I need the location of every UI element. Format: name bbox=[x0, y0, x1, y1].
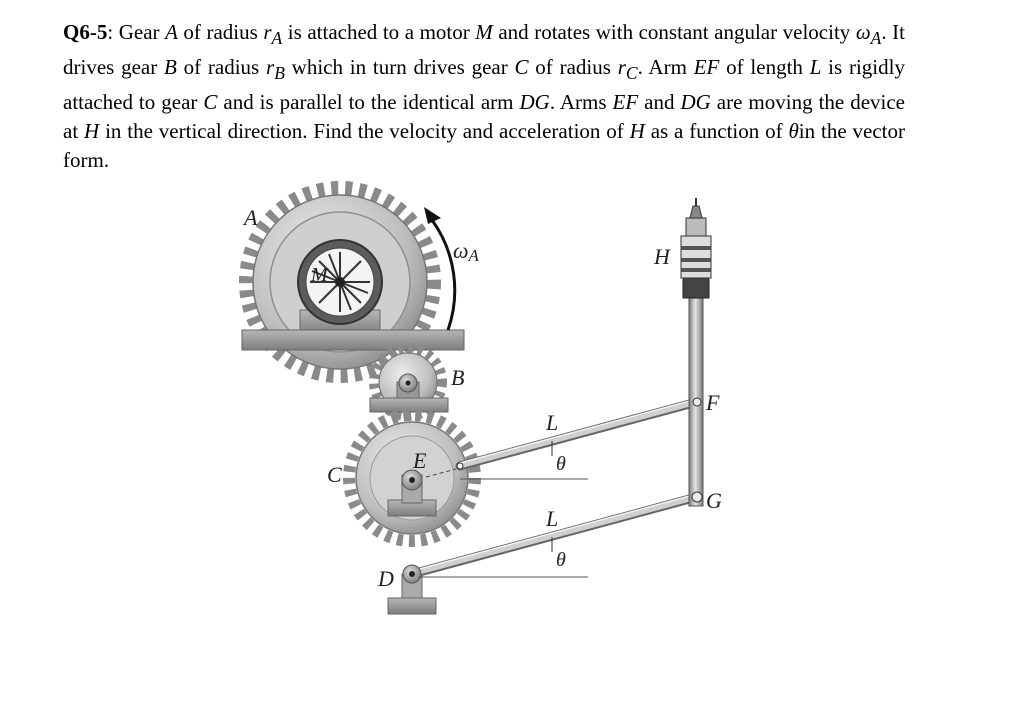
motor bbox=[298, 240, 382, 334]
symbol-arm-dg: DG bbox=[680, 90, 711, 115]
device-h bbox=[681, 198, 711, 298]
label-m: M bbox=[311, 264, 328, 286]
text-segment: in the vector form. bbox=[63, 119, 905, 173]
label-g: G bbox=[706, 488, 722, 513]
text-segment: which in turn drives gear bbox=[284, 55, 515, 80]
label-h: H bbox=[654, 244, 670, 269]
text-segment: . It drives gear bbox=[63, 20, 905, 80]
pin-f bbox=[693, 398, 701, 406]
label-theta-lower: θ bbox=[556, 549, 566, 571]
text-segment: and bbox=[638, 90, 681, 115]
text-segment: . Arms bbox=[549, 90, 613, 115]
text-segment: of radius bbox=[177, 20, 264, 44]
text-segment: of radius bbox=[528, 55, 618, 80]
text-segment: as a function of bbox=[644, 119, 789, 144]
symbol-arm-ef: EF bbox=[693, 55, 720, 80]
label-c: C bbox=[327, 462, 342, 487]
symbol-theta: θ bbox=[788, 119, 799, 144]
symbol-device-h: H bbox=[629, 119, 645, 144]
label-theta-upper: θ bbox=[556, 453, 566, 475]
text-segment: are moving the device at bbox=[63, 90, 906, 144]
symbol-radius-a: $r_A$ bbox=[263, 20, 283, 49]
label-omega-a: ωA bbox=[453, 238, 479, 265]
text-segment: of radius bbox=[176, 55, 266, 80]
ground-plate-a bbox=[242, 330, 464, 350]
symbol-gear-c: C bbox=[203, 90, 218, 115]
symbol-gear-c: C bbox=[514, 55, 529, 80]
text-segment: is rigidly attached to gear bbox=[63, 55, 905, 115]
text-segment: and is parallel to the identical arm bbox=[217, 90, 520, 115]
text-segment: is attached to a motor bbox=[282, 20, 476, 44]
arm-ef bbox=[457, 399, 697, 469]
vertical-rod bbox=[689, 296, 703, 506]
pin-e bbox=[457, 463, 463, 469]
symbol-radius-b: $r_B$ bbox=[266, 55, 285, 84]
symbol-device-h: H bbox=[84, 119, 100, 144]
label-l-lower: L bbox=[546, 506, 559, 531]
arrowhead-icon bbox=[424, 207, 441, 224]
text-segment: in the vertical direction. Find the velocity and acceleration of bbox=[99, 119, 630, 144]
pin-g bbox=[692, 492, 702, 502]
symbol-omega-a: $\omega_A$ bbox=[855, 20, 882, 49]
text-segment: of length bbox=[719, 55, 810, 80]
label-d: D bbox=[378, 566, 394, 591]
symbol-radius-c: $r_C$ bbox=[617, 55, 638, 84]
label-f: F bbox=[706, 390, 720, 415]
symbol-gear-a: A bbox=[165, 20, 178, 44]
symbol-motor: M bbox=[475, 20, 493, 44]
symbol-length: L bbox=[809, 55, 822, 80]
label-a: A bbox=[244, 205, 258, 230]
text-segment: and rotates with constant angular velocity bbox=[492, 20, 856, 44]
label-b: B bbox=[451, 365, 465, 390]
symbol-gear-b: B bbox=[164, 55, 177, 80]
text-segment: : Gear bbox=[107, 20, 166, 44]
label-e: E bbox=[413, 448, 427, 473]
text-segment: . Arm bbox=[637, 55, 694, 80]
symbol-arm-dg: DG bbox=[519, 90, 550, 115]
symbol-arm-ef: EF bbox=[612, 90, 639, 115]
gear-c bbox=[349, 415, 475, 541]
label-l-upper: L bbox=[546, 410, 559, 435]
question-number: Q6-5 bbox=[63, 20, 108, 44]
